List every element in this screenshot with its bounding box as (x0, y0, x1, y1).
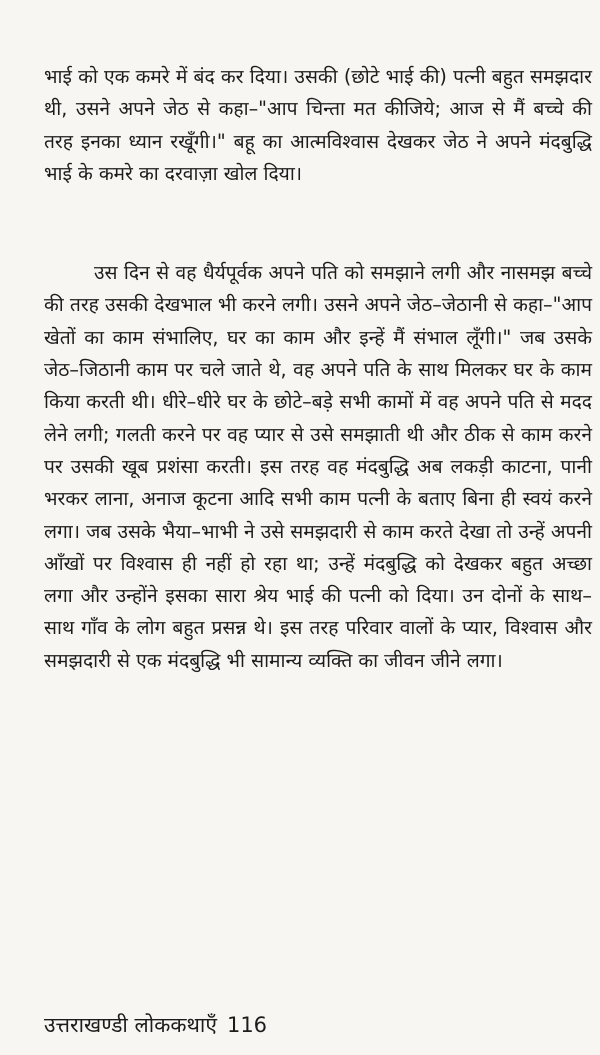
book-title: उत्तराखण्डी लोककथाएँ (44, 1013, 217, 1037)
page-footer (44, 1010, 267, 1040)
page-number: 116 (226, 1013, 268, 1037)
paragraph-2: उस दिन से वह धैर्यपूर्वक अपने पति को समझाने लगी और नासमझ बच्चे की तरह उसकी देखभाल भी करने लगी। उसने अपने जेठ–जेठानी से कहा–"आप खेतों का काम संभालिए, घर का काम और इन्हें मैं संभाल लूँगी।" जब उसके जेठ–जिठानी काम पर चले जाते थे, वह अपने पति के साथ मिलकर घर के काम किया करती थी। धीरे–धीरे घर के छोटे–बड़े सभी कामों में वह अपने पति से मदद लेने लगी; गलती करने पर वह प्यार से उसे समझाती थी और ठीक से काम करने पर उसकी खूब प्रशंसा करती। इस तरह वह मंदबुद्धि अब लकड़ी काटना, पानी भरकर लाना, अनाज कूटना आदि सभी काम पत्नी के बताए बिना ही स्वयं करने लगा। जब उसके भैया–भाभी ने उसे समझदारी से काम करते देखा तो उन्हें अपनी आँखों पर विश्वास ही नहीं हो रहा था; उन्हें मंदबुद्धि को देखकर बहुत अच्छा लगा और उन्होंने इसका सारा श्रेय भाई की पत्नी को दिया। उन दोनों के साथ–साथ गाँव के लोग बहुत प्रसन्न थे। इस तरह परिवार वालों के प्यार, विश्वास और समझदारी से एक मंदबुद्धि भी सामान्य व्यक्ति का जीवन जीने लगा। (44, 261, 592, 672)
paragraph-1: भाई को एक कमरे में बंद कर दिया। उसकी (छोटे भाई की) पत्नी बहुत समझदार थी, उसने अपने जेठ से कहा–"आप चिन्ता मत कीजिये; आज से मैं बच्चे की तरह इनका ध्यान रखूँगी।" बहू का आत्मविश्वास देखकर जेठ ने अपने मंदबुद्धि भाई के कमरे का दरवाज़ा खोल दिया। (44, 65, 592, 186)
